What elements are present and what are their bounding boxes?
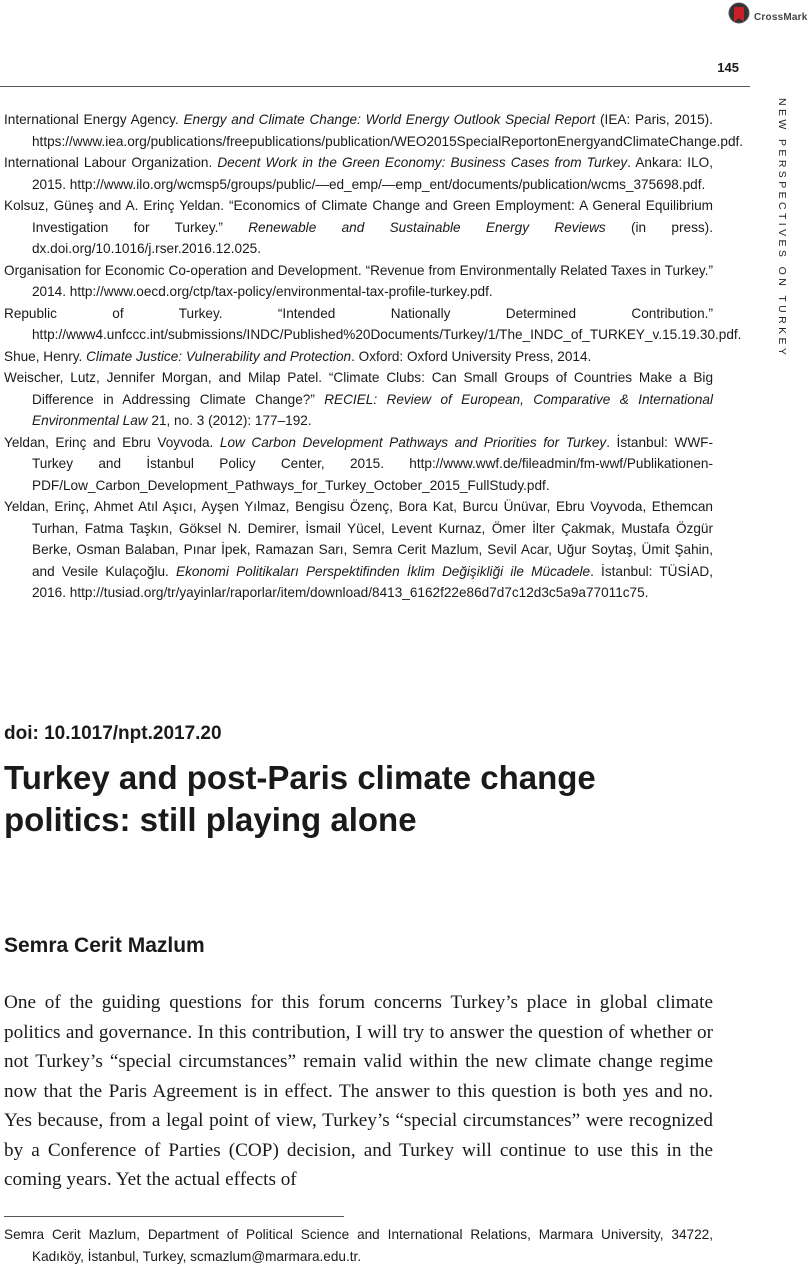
article-author: Semra Cerit Mazlum (4, 934, 205, 957)
reference-text: . Ankara: ILO, 2015. http://www.ilo.org/wcmsp5/groups/public/—ed_emp/—emp_ent/documents/publication/wcms_375698.pdf. (32, 155, 713, 192)
reference-text: Kolsuz, Güneş and A. Erinç Yeldan. “Economics of Climate Change and Green Employment: A General Equilibrium Investigation for Turkey.” (4, 198, 713, 235)
reference-text: Weischer, Lutz, Jennifer Morgan, and Milap Patel. “Climate Clubs: Can Small Groups of Countries Make a Big Difference in Addressing Climate Change?” (4, 370, 713, 407)
reference-text: International Labour Organization. (4, 155, 218, 170)
journal-side-title: NEW PERSPECTIVES ON TURKEY (776, 98, 788, 359)
article-doi[interactable]: doi: 10.1017/npt.2017.20 (4, 723, 222, 744)
reference-title: Ekonomi Politikaları Perspektifinden İklim Değişikliği ile Mücadele (176, 563, 591, 579)
crossmark-badge[interactable] (728, 2, 808, 33)
reference-text: (in press). dx.doi.org/10.1016/j.rser.2016.12.025. (32, 219, 713, 256)
reference-title: RECIEL: Review of European, Comparative & International Environmental Law (32, 391, 713, 428)
reference-title: Renewable and Sustainable Energy Reviews (248, 219, 606, 235)
crossmark-icon (728, 2, 750, 33)
reference-title: Low Carbon Development Pathways and Priorities for Turkey (219, 434, 607, 450)
reference-entry (4, 496, 713, 604)
reference-title: Energy and Climate Change: World Energy Outlook Special Report (183, 112, 596, 127)
article-title: Turkey and post-Paris climate change politics: still playing alone (4, 759, 596, 838)
reference-entry (4, 303, 742, 346)
reference-text: 21, no. 3 (2012): 177–192. (147, 413, 312, 428)
reference-text: International Energy Agency. (4, 112, 184, 127)
reference-entry (4, 152, 713, 195)
header-rule (0, 86, 750, 87)
article-body-paragraph: One of the guiding questions for this forum concerns Turkey’s place in global climate politics and governance. In this contribution, I will try to answer the question of whether or not Turkey’s “special circumstances” remain valid within the new climate change regime now that the Paris Agreement is in effect. The answer to this question is both yes and no. Yes because, from a legal point of view, Turkey’s “special circumstances” were recognized by a Conference of Parties (COP) decision, and Turkey will continue to use this in the coming years. Yet the actual effects of (4, 992, 713, 1190)
reference-text: Yeldan, Erinç, Ahmet Atıl Aşıcı, Ayşen Yılmaz, Bengisu Özenç, Bora Kat, Burcu Ünüvar, Ebru Voyvoda, Ethemcan Turhan, Fatma Taşkın, Göksel N. Demirer, İsmail Yücel, Levent Kurnaz, Ömer İlter Çakmak, Mustafa Özgür Berke, Osman Balaban, Pınar İpek, Ramazan Sarı, Semra Cerit Mazlum, Sevil Acar, Uğur Soytaş, Ümit Şahin, and Vesile Kulaçoğlu. (4, 499, 713, 579)
reference-entry (4, 346, 713, 368)
reference-list (4, 109, 744, 604)
reference-text: . Oxford: Oxford University Press, 2014. (351, 348, 592, 364)
page-number: 145 (717, 60, 739, 75)
reference-title: Decent Work in the Green Economy: Business Cases from Turkey (217, 155, 628, 170)
reference-text: . İstanbul: TÜSİAD, 2016. http://tusiad.org/tr/yayinlar/raporlar/item/download/8413_6162f22e86d7d7c12d3c5a9a77011c75. (32, 563, 713, 600)
reference-entry (4, 432, 713, 497)
reference-title: Climate Justice: Vulnerability and Protection (86, 348, 352, 364)
reference-text: (IEA: Paris, 2015). https://www.iea.org/publications/freepublications/publication/WEO2015SpecialReportonEnergyandClimateChange.pdf. (32, 112, 744, 149)
reference-entry (4, 367, 713, 432)
crossmark-label: CrossMark (754, 12, 808, 23)
author-affiliation-footnote: Semra Cerit Mazlum, Department of Political Science and International Relations, Marmara University, 34722, Kadıköy, İstanbul, Turkey, scmazlum@marmara.edu.tr. (4, 1227, 713, 1264)
reference-text: Republic of Turkey. “Intended Nationally Determined Contribution.” http://www4.unfccc.int/submissions/INDC/Published%20Documents/Turkey/1/The_INDC_of_TURKEY_v.15.19.30.pdf. (4, 305, 742, 342)
reference-text: . İstanbul: WWF-Turkey and İstanbul Policy Center, 2015. http://www.wwf.de/fileadmin/fm-wwf/Publikationen-PDF/Low_Carbon_Development_Pathways_for_Turkey_October_2015_FullStudy.pdf. (32, 434, 713, 493)
reference-text: Yeldan, Erinç and Ebru Voyvoda. (4, 434, 220, 450)
footnote-rule (4, 1216, 344, 1217)
reference-entry (4, 195, 713, 260)
reference-text: Shue, Henry. (4, 348, 87, 364)
reference-entry (4, 109, 744, 152)
reference-entry (4, 260, 713, 303)
reference-text: Organisation for Economic Co-operation and Development. “Revenue from Environmentally Related Taxes in Turkey.” 2014. http://www.oecd.org/ctp/tax-policy/environmental-tax-profile-turkey.pdf. (4, 262, 713, 299)
